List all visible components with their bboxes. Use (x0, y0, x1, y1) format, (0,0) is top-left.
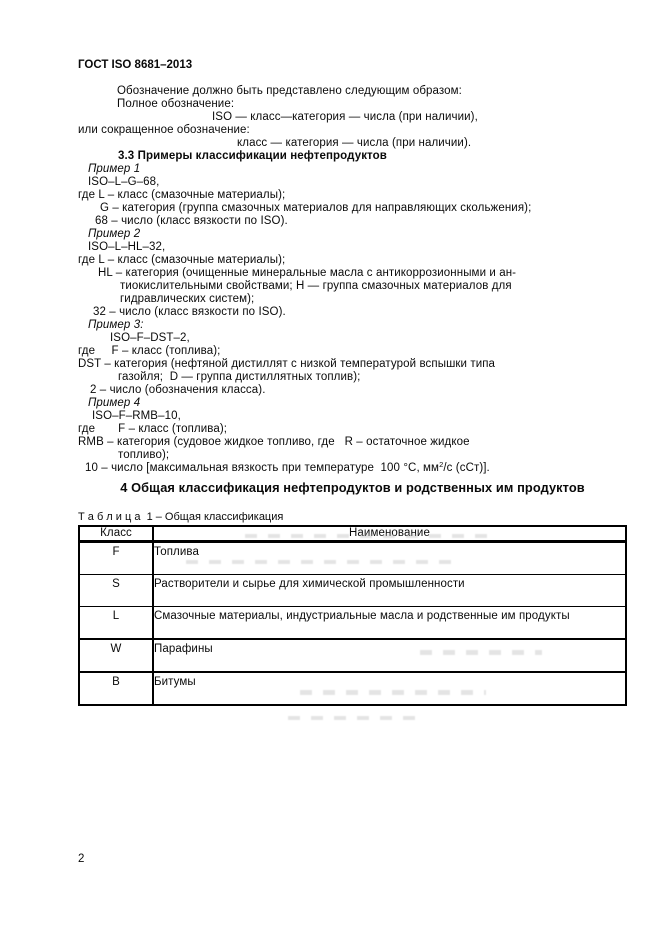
name-cell: Парафины (153, 639, 626, 672)
example-3-designation: ISO–F–DST–2, (110, 332, 190, 344)
example-4-designation: ISO–F–RMB–10, (92, 410, 181, 422)
text-line: где L – класс (смазочные материалы); (78, 254, 286, 266)
example-2-label: Пример 2 (88, 228, 141, 240)
text-line: 2 – число (обозначения класса). (90, 384, 266, 396)
name-cell: Топлива (154, 546, 199, 558)
text-line: где L – класс (смазочные материалы); (78, 189, 286, 201)
class-cell: L (79, 607, 153, 640)
text-line: 32 – число (класс вязкости по ISO). (93, 306, 286, 318)
name-cell: Смазочные материалы, индустриальные масла и родственные им продукты (153, 607, 626, 640)
example-1-designation: ISO–L–G–68, (88, 176, 160, 188)
text-line: тиокислительными свойствами; H — группа смазочных материалов для (120, 280, 512, 292)
classification-table (78, 525, 627, 706)
text-part: 10 – число [максимальная вязкость при температуре 100 °С, мм (85, 462, 440, 474)
designation-formula-short: класс — категория — числа (при наличии). (237, 137, 472, 149)
text-line: 68 – число (класс вязкости по ISO). (95, 215, 288, 227)
doc-body (78, 85, 627, 706)
doc-number: ГОСТ ISO 8681–2013 (78, 59, 193, 71)
text-line: газойля; D — группа дистиллятных топлив); (118, 371, 361, 383)
page-number: 2 (78, 853, 85, 865)
table-row-s (79, 575, 626, 607)
name-cell: Битумы (153, 672, 626, 705)
text-line: гидравлических систем); (120, 293, 255, 305)
class-cell: S (79, 575, 153, 607)
column-header-class: Класс (79, 526, 153, 542)
table-row-f (79, 542, 626, 575)
table-caption: Т а б л и ц а 1 – Общая классификация (78, 511, 284, 523)
table-row-l (79, 607, 626, 640)
text-part: /с (сСт)]. (443, 462, 490, 474)
section-heading: 4 Общая классификация нефтепродуктов и родственных им продуктов (120, 480, 585, 495)
text-line: DST – категория (нефтяной дистиллят с низкой температурой вспышки типа (78, 358, 496, 370)
table-row-w (79, 639, 626, 672)
text-line: RMB – категория (судовое жидкое топливо, где R – остаточное жидкое (78, 436, 470, 448)
class-cell: B (79, 672, 153, 705)
example-3-label: Пример 3: (88, 319, 144, 331)
table-row-b (79, 672, 626, 705)
text-line: Обозначение должно быть представлено следующим образом: (117, 85, 462, 97)
designation-formula-full: ISO — класс—категория — числа (при наличии), (212, 111, 478, 123)
text-line-viscosity (78, 462, 627, 475)
text-line: G – категория (группа смазочных материалов для направляющих скольжения); (100, 202, 532, 214)
class-cell: W (79, 639, 153, 672)
text-line: HL – категория (очищенные минеральные масла с антикоррозионными и ан- (98, 267, 517, 279)
column-header-name: Наименование (153, 526, 626, 542)
text-line: где F – класс (топлива); (78, 423, 228, 435)
text-line: топливо); (118, 449, 170, 461)
subsection-heading: 3.3 Примеры классификации нефтепродуктов (118, 150, 387, 162)
superscript-2: 2 (439, 460, 444, 469)
example-2-designation: ISO–L–HL–32, (88, 241, 166, 253)
text-line: или сокращенное обозначение: (78, 124, 250, 136)
table-header-row (79, 526, 626, 542)
example-1-label: Пример 1 (88, 163, 141, 175)
class-cell: F (79, 542, 153, 575)
name-cell: Растворители и сырье для химической промышленности (153, 575, 626, 607)
text-line: Полное обозначение: (117, 98, 235, 110)
example-4-label: Пример 4 (88, 397, 141, 409)
scan-artifact (288, 716, 424, 720)
text-line: где F – класс (топлива); (78, 345, 221, 357)
